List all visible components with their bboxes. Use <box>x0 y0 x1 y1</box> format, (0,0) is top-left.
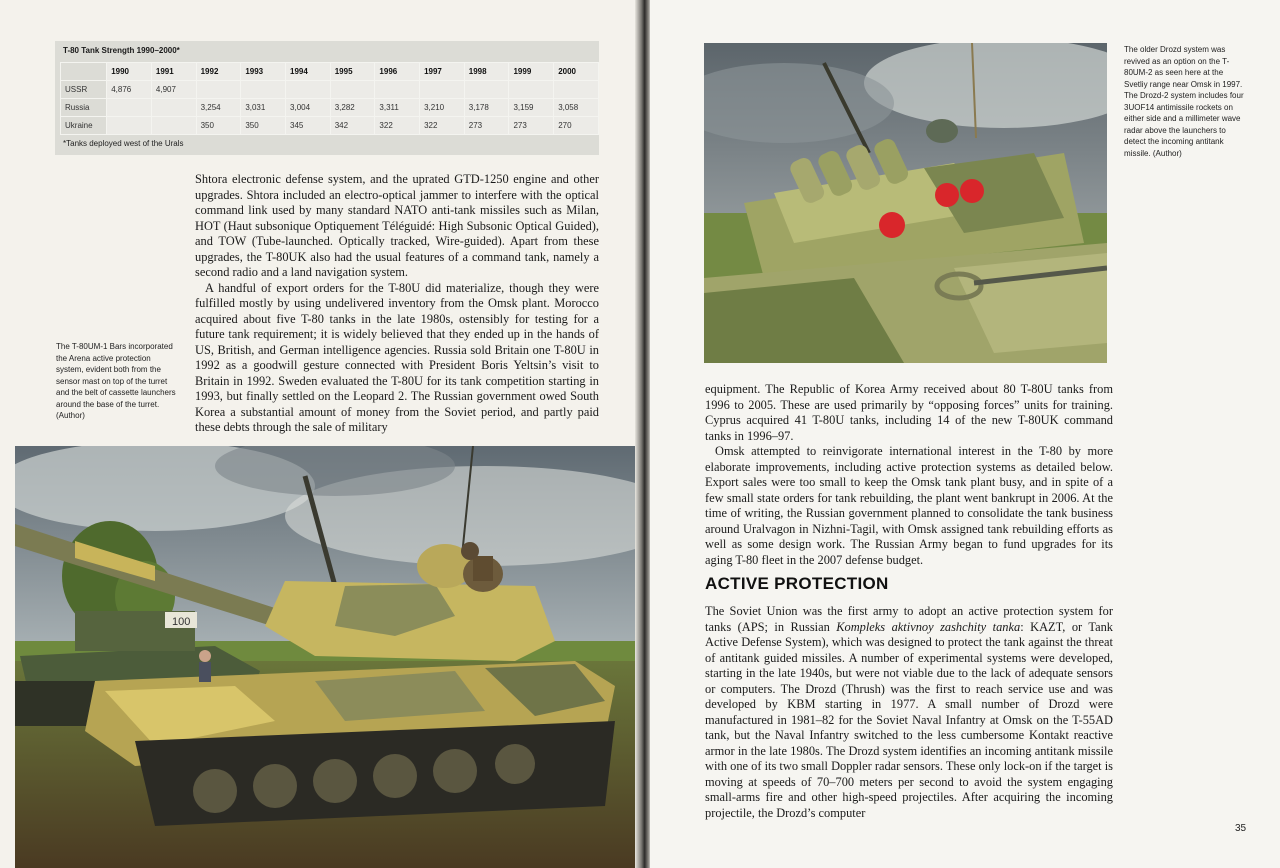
table-cell: 1992 <box>196 63 241 81</box>
page-number: 35 <box>1235 823 1247 834</box>
table-cell: 273 <box>509 117 554 135</box>
left-body-column <box>195 172 599 436</box>
table-cell: 3,159 <box>509 99 554 117</box>
table-cell: 350 <box>196 117 241 135</box>
table-cell <box>241 81 286 99</box>
photo-caption-drozd: The older Drozd system was revived as an option on the T-80UM-2 as seen here at the Svetliy range near Omsk in 1997. The Drozd-2 system includes four 3UOF14 antimissile rockets on either side and a millimeter wave radar above the launchers to detect the incoming antitank missile. (Author) <box>1124 45 1244 158</box>
table-cell <box>151 99 196 117</box>
table-cell <box>330 81 375 99</box>
body-paragraph: equipment. The Republic of Korea Army received about 80 T-80U tanks from 1996 to 2005. These are used primarily by “opposing forces” units for training. Cyprus acquired 41 T-80U tanks, including 14 of the new T-80UK command tanks in 1996–97. <box>705 382 1113 443</box>
table-cell: 1995 <box>330 63 375 81</box>
tank-photo-bars <box>15 446 640 868</box>
table-cell: 273 <box>464 117 509 135</box>
table-cell: 342 <box>330 117 375 135</box>
table-cell: 3,004 <box>286 99 331 117</box>
table-cell: 1990 <box>107 63 152 81</box>
right-page <box>650 0 1280 868</box>
table-cell: 3,210 <box>420 99 465 117</box>
tank-illustration <box>15 446 640 868</box>
table-cell: USSR <box>61 81 107 99</box>
table-cell: 270 <box>554 117 599 135</box>
table-cell: Ukraine <box>61 117 107 135</box>
table-cell: 1997 <box>420 63 465 81</box>
tank-strength-table-box <box>55 41 599 155</box>
table-cell <box>420 81 465 99</box>
section-heading: ACTIVE PROTECTION <box>705 574 889 593</box>
table-cell: Russia <box>61 99 107 117</box>
table-cell: 322 <box>420 117 465 135</box>
table-cell: 3,058 <box>554 99 599 117</box>
table-cell: 3,311 <box>375 99 420 117</box>
table-cell <box>107 99 152 117</box>
right-body-column <box>705 382 1113 568</box>
table-footnote: *Tanks deployed west of the Urals <box>63 139 184 148</box>
table-cell <box>554 81 599 99</box>
table-cell: 1994 <box>286 63 331 81</box>
table-row <box>61 117 599 135</box>
table-cell: 350 <box>241 117 286 135</box>
body-paragraph: Omsk attempted to reinvigorate international interest in the T-80 by more elaborate improvements, including active protection systems as detailed below. Export sales were too small to keep the Omsk tank plant busy, and in spite of a few small state orders for tank rebuilding, the plant went bankrupt in 2006. At the time of writing, the Russian government planned to consolidate the tank business around Uralvagon in Nizhni-Tagil, with Omsk assigned tank rebuilding efforts as well as some design work. The Russian Army began to fund upgrades for its aging T-80 fleet in the 2007 defense budget. <box>705 444 1113 567</box>
table-cell: 1993 <box>241 63 286 81</box>
table-cell: 3,282 <box>330 99 375 117</box>
table-cell: 1991 <box>151 63 196 81</box>
table-cell <box>151 117 196 135</box>
italic-term: Kompleks aktivnoy zashchity tanka <box>836 619 1021 634</box>
table-cell: 3,031 <box>241 99 286 117</box>
table-row <box>61 81 599 99</box>
table-cell: 1996 <box>375 63 420 81</box>
turret-illustration <box>704 43 1107 363</box>
table-cell <box>196 81 241 99</box>
text-run: The Soviet Union was the first army to adopt an active protection system for tanks (APS; in Russian <box>705 604 1113 634</box>
photo-caption-bars: The T-80UM-1 Bars incorporated the Arena active protection system, evident both from the sensor mast on top of the turret and the belt of cassette launchers around the base of the turret. (Author) <box>56 342 176 420</box>
table-cell: 3,178 <box>464 99 509 117</box>
table-cell <box>375 81 420 99</box>
table-cell: 4,907 <box>151 81 196 99</box>
turret-number: 100 <box>172 616 191 628</box>
table-cell <box>61 63 107 81</box>
body-paragraph: A handful of export orders for the T-80U did materialize, though they were fulfilled mostly by using undelivered inventory from the Omsk plant. Morocco acquired about five T-80 tanks in the late 1980s, ostensibly for testing for a future tank requirement; it is widely believed that they ended up in the hands of US, British, and German intelligence agencies. Russia sold Britain one T-80U in 1992 as a goodwill gesture connected with President Boris Yeltsin’s visit to Britain in 1992. Sweden evaluated the T-80U for its tank competition starting in 1993, but finally settled on the Leopard 2. The Russian government owed South Korea a substantial amount of money from the Soviet period, and partly paid these debts through the sale of military <box>195 280 599 434</box>
table-cell <box>107 117 152 135</box>
text-run: : KAZT, or Tank Active Defense System), which was designed to protect the tank against the threat of antitank guided missiles. A number of experimental systems were developed, starting in the late 1940s, but were not viable due to the lack of adequate sensors or computers. The Drozd (Thrush) was the first to reach service use and was developed by KBM starting in 1977. A small number of Drozd were manufactured in 1981–82 for the Soviet Naval Infantry at Omsk on the T-55AD tank, but the Naval Infantry switched to the less cumbersome Kontakt reactive armor in the late 1980s. The Drozd system identifies an incoming antitank missile with one of its two small Doppler radar sensors. These only lock-on if the target is moving at speeds of 70–700 meters per second to avoid the system engaging small-arms fire and other high-speed projectiles. After acquiring the incoming projectile, the Drozd’s computer <box>705 619 1113 820</box>
active-protection-column <box>705 604 1113 821</box>
table-header-row <box>61 63 599 81</box>
table-cell <box>509 81 554 99</box>
table-cell: 1999 <box>509 63 554 81</box>
body-paragraph: Shtora electronic defense system, and the uprated GTD-1250 engine and other upgrades. Shtora included an electro-optical jammer to interfere with the optical command link used by many standard NATO anti-tank missiles such as Milan, HOT (Haut subsonique Optiquement Téléguidé: High Subsonic Optical Guided), and TOW (Tube-launched. Optically tracked, Wire-guided). Apart from these upgrades, the T-80UK also had the usual features of a command tank, namely a second radio and a land navigation system. <box>195 172 599 279</box>
body-paragraph <box>705 604 1113 821</box>
tank-strength-table <box>60 62 599 135</box>
table-cell: 3,254 <box>196 99 241 117</box>
table-cell <box>464 81 509 99</box>
table-cell: 4,876 <box>107 81 152 99</box>
tank-photo-drozd <box>704 43 1107 363</box>
table-cell: 322 <box>375 117 420 135</box>
table-cell <box>286 81 331 99</box>
table-cell: 345 <box>286 117 331 135</box>
table-cell: 1998 <box>464 63 509 81</box>
table-title: T-80 Tank Strength 1990–2000* <box>63 46 180 55</box>
book-gutter <box>635 0 651 868</box>
table-row <box>61 99 599 117</box>
table-cell: 2000 <box>554 63 599 81</box>
